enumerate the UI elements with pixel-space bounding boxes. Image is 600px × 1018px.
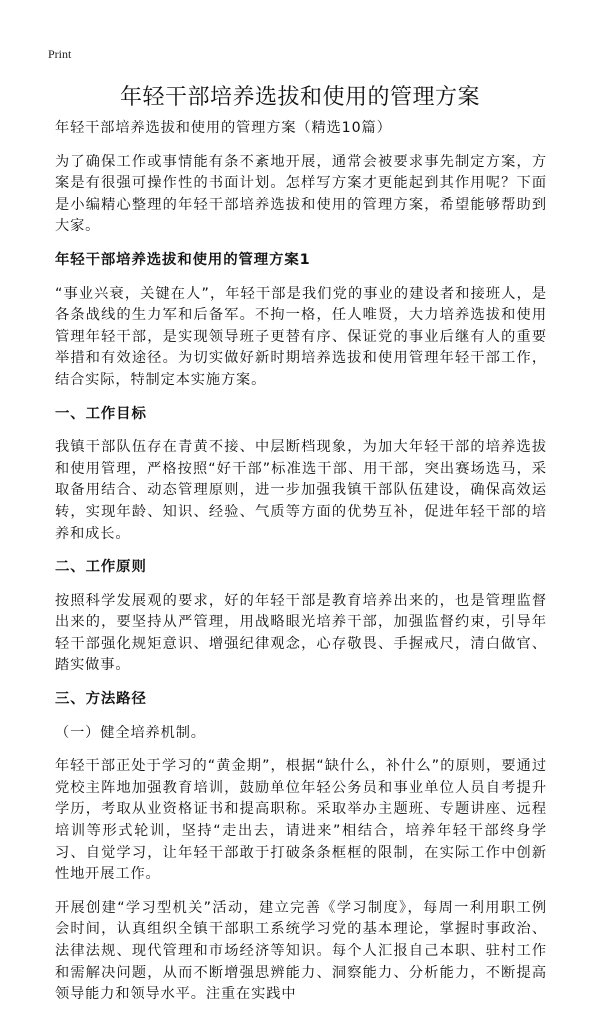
document-subtitle: 年轻干部培养选拔和使用的管理方案（精选10篇） bbox=[55, 120, 392, 136]
heading-work-principle: 二、工作原则 bbox=[55, 559, 147, 576]
intro-paragraph: 为了确保工作或事情能有条不紊地开展，通常会被要求事先制定方案，方案是有很强可操作性的书面计划。怎样写方案才更能起到其作用呢？下面是小编精心整理的年轻干部培养选拔和使用的管理方案，希望能够帮助到大家。 bbox=[55, 153, 547, 235]
principle-paragraph: 按照科学发展观的要求，好的年轻干部是教育培养出来的，也是管理监督出来的，要坚持从严管理，用战略眼光培养干部，加强监督约束，引导年轻干部强化规矩意识、增强纪律观念，心存敬畏、手握戒尺，清白做官、踏实做事。 bbox=[55, 592, 547, 674]
method-subheading: （一）健全培养机制。 bbox=[55, 724, 206, 741]
heading-work-goal: 一、工作目标 bbox=[55, 405, 147, 422]
method-paragraph-1: 年轻干部正处于学习的“黄金期”，根据“缺什么，补什么”的原则，要通过党校主阵地加强教育培训，鼓励单位年轻公务员和事业单位人员自考提升学历，考取从业资格证书和提高职称。采取举办主题班、专题讲座、远程培训等形式轮训，坚持“走出去，请进来”相结合，培养年轻干部终身学习、自觉学习，让年轻干部敢于打破条条框框的限制，在实际工作中创新性地开展工作。 bbox=[55, 758, 547, 883]
heading-method-path: 三、方法路径 bbox=[55, 691, 147, 708]
goal-paragraph: 我镇干部队伍存在青黄不接、中层断档现象，为加大年轻干部的培养选拔和使用管理，严格按照“好干部”标准选干部、用干部，突出赛场选马，采取备用结合、动态管理原则，进一步加强我镇干部队伍建设，确保高效运转，实现年龄、知识、经验、气质等方面的优势互补，促进年轻干部的培养和成长。 bbox=[55, 439, 547, 542]
print-label[interactable]: Print bbox=[48, 47, 72, 61]
method-paragraph-2: 开展创建“学习型机关”活动，建立完善《学习制度》，每周一利用职工例会时间，认真组织全镇干部职工系统学习党的基本理论，掌握时事政治、法律法规、现代管理和市场经济等知识。每个人汇报自己本职、驻村工作和需解决问题，从而不断增强思辨能力、洞察能力、分析能力，不断提高领导能力和领导水平。注重在实践中 bbox=[55, 899, 547, 1003]
section-title: 年轻干部培养选拔和使用的管理方案1 bbox=[55, 251, 311, 268]
document-body bbox=[55, 118, 547, 1018]
section-intro-paragraph: “事业兴衰，关键在人”，年轻干部是我们党的事业的建设者和接班人，是各条战线的生力军和后备军。不拘一格，任人唯贤，大力培养选拔和使用管理年轻干部，是实现领导班子更替有序、保证党的事业后继有人的重要举措和有效途径。为切实做好新时期培养选拔和使用管理年轻干部工作，结合实际，特制定本实施方案。 bbox=[55, 285, 547, 388]
page-title: 年轻干部培养选拔和使用的管理方案 bbox=[119, 85, 480, 110]
